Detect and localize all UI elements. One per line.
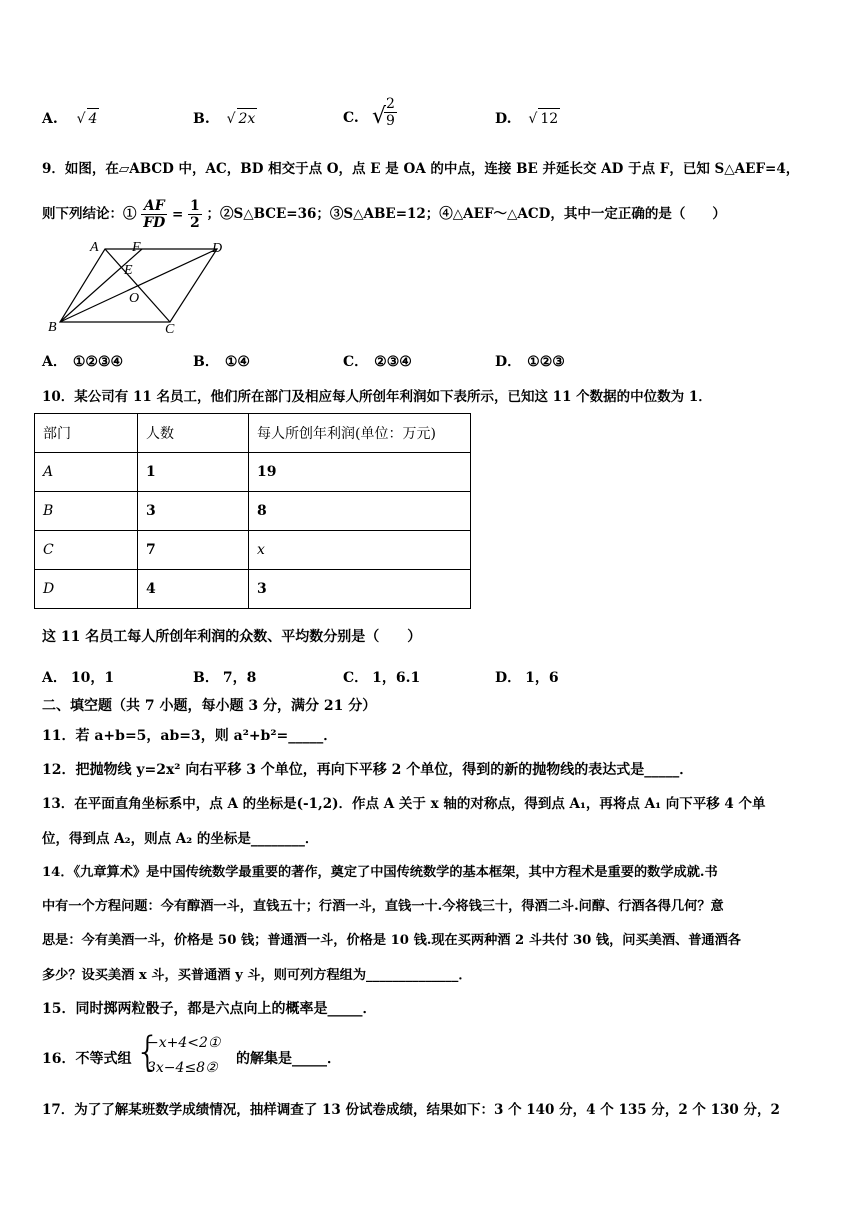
table-cell: 4 xyxy=(138,570,249,609)
table-cell: 1 xyxy=(138,453,249,492)
q9-line2: 则下列结论：① $\frac{AF}{FD}$ = $\frac{1}{2}$ ；②S△BCE=36；③S△ABE=12；④△AEF～△ACD，其中一定正确的是（ ） xyxy=(42,198,726,231)
table-cell: B xyxy=(35,492,138,531)
label-d: D xyxy=(212,241,223,256)
q8-option-d: D. √ 12 xyxy=(495,108,560,129)
q14-line3: 思是：今有美酒一斗，价格是 50 钱；普通酒一斗，价格是 10 钱.现在买两种酒 2 斗共付 30 钱，问买美酒、普通酒各 xyxy=(42,933,741,948)
table-row xyxy=(35,570,471,609)
label-f: F xyxy=(132,240,141,255)
label-e: E xyxy=(124,263,133,278)
table-row xyxy=(35,492,471,531)
brace-symbol: { xyxy=(135,1029,161,1075)
table-cell: 3 xyxy=(249,570,471,609)
q8-option-c-radical: √ xyxy=(372,104,387,129)
table-cell: x xyxy=(249,531,471,570)
q10-option-c: C． 1，6.1 xyxy=(343,670,421,686)
q16-prefix: 16．不等式组 xyxy=(42,1051,132,1067)
table-cell: A xyxy=(35,453,138,492)
q9-option-c: C． ②③④ xyxy=(343,354,412,370)
table-cell: 7 xyxy=(138,531,249,570)
table-cell: D xyxy=(35,570,138,609)
table-row xyxy=(35,531,471,570)
fraction-one-half: $\frac{1}{2}$ xyxy=(190,198,200,231)
parallelogram-figure xyxy=(40,236,240,336)
q13-line1: 13．在平面直角坐标系中，点 A 的坐标是(-1,2)．作点 A 关于 x 轴的对称点，得到点 A₁，再将点 A₁ 向下平移 4 个单 xyxy=(42,796,766,812)
table-header-row xyxy=(35,414,471,453)
segment-bf xyxy=(60,249,142,322)
label-c: C xyxy=(165,322,175,336)
q8-option-c: C. xyxy=(343,110,359,126)
q16-inequality-2: 3x−4≤8② xyxy=(147,1060,218,1076)
q10-option-b: B． 7，8 xyxy=(193,670,257,686)
q13-line2: 位，得到点 A₂，则点 A₂ 的坐标是________． xyxy=(42,831,319,847)
q15: 15．同时掷两粒骰子，都是六点向上的概率是_____． xyxy=(42,1001,377,1017)
table-row xyxy=(35,453,471,492)
q8-option-c-fraction: $\frac{2}{9}$ xyxy=(386,96,395,129)
fraction-af-fd: $\frac{AF}{FD}$ xyxy=(143,198,166,231)
table-cell: C xyxy=(35,531,138,570)
q9-line1: 9．如图，在▱ABCD 中，AC，BD 相交于点 O，点 E 是 OA 的中点，连接 BE 并延长交 AD 于点 F，已知 S△AEF=4， xyxy=(42,161,800,177)
label-b: B xyxy=(48,320,57,335)
section-heading: 二、填空题（共 7 小题，每小题 3 分，满分 21 分） xyxy=(42,698,377,714)
q17: 17．为了了解某班数学成绩情况，抽样调查了 13 份试卷成绩，结果如下：3 个 140 分，4 个 135 分，2 个 130 分，2 xyxy=(42,1102,780,1118)
table-cell: 3 xyxy=(138,492,249,531)
sqrt-expression: √ 2x xyxy=(227,111,258,127)
q14-line2: 中有一个方程问题：今有醇酒一斗，直钱五十；行酒一斗，直钱一十.今将钱三十，得酒二斗.问醇、行酒各得几何？意 xyxy=(42,899,724,914)
table-cell: 19 xyxy=(249,453,471,492)
q9-option-b: B． ①④ xyxy=(193,354,250,370)
q10-option-a: A． 10，1 xyxy=(42,670,115,686)
label-o: O xyxy=(129,291,140,306)
q14-line1: 14．《九章算术》是中国传统数学最重要的著作，奠定了中国传统数学的基本框架，其中方程术是重要的数学成就.书 xyxy=(42,865,718,880)
q12: 12．把抛物线 y=2x² 向右平移 3 个单位，再向下平移 2 个单位，得到的新的抛物线的表达式是_____． xyxy=(42,762,694,778)
q8-option-b: B. √ 2x xyxy=(193,108,257,129)
sqrt-expression: √ 4 xyxy=(77,111,100,127)
q16-inequality-1: −x+4<2① xyxy=(147,1035,221,1051)
q10-question: 这 11 名员工每人所创年利润的众数、平均数分别是（ ） xyxy=(42,629,422,645)
q8-option-a: A. √ 4 xyxy=(42,108,99,129)
q10-stem: 10．某公司有 11 名员工，他们所在部门及相应每人所创年利润如下表所示，已知这 11 个数据的中位数为 1． xyxy=(42,389,712,405)
table-header-cell: 每人所创年利润(单位：万元) xyxy=(249,414,471,453)
q14-line4: 多少？设买美酒 x 斗，买普通酒 y 斗，则可列方程组为______________． xyxy=(42,968,472,983)
table-cell: 8 xyxy=(249,492,471,531)
profit-table xyxy=(34,413,471,609)
sqrt-expression: √ 12 xyxy=(528,111,560,127)
label-a: A xyxy=(90,240,99,255)
table-header-cell: 人数 xyxy=(138,414,249,453)
q16-suffix: 的解集是_____． xyxy=(236,1051,341,1067)
q11: 11．若 a+b=5，ab=3，则 a²+b²=_____． xyxy=(42,728,338,744)
q9-option-d: D． ①②③ xyxy=(495,354,565,370)
q9-option-a: A． ①②③④ xyxy=(42,354,124,370)
table-header-cell: 部门 xyxy=(35,414,138,453)
q10-option-d: D． 1，6 xyxy=(495,670,559,686)
